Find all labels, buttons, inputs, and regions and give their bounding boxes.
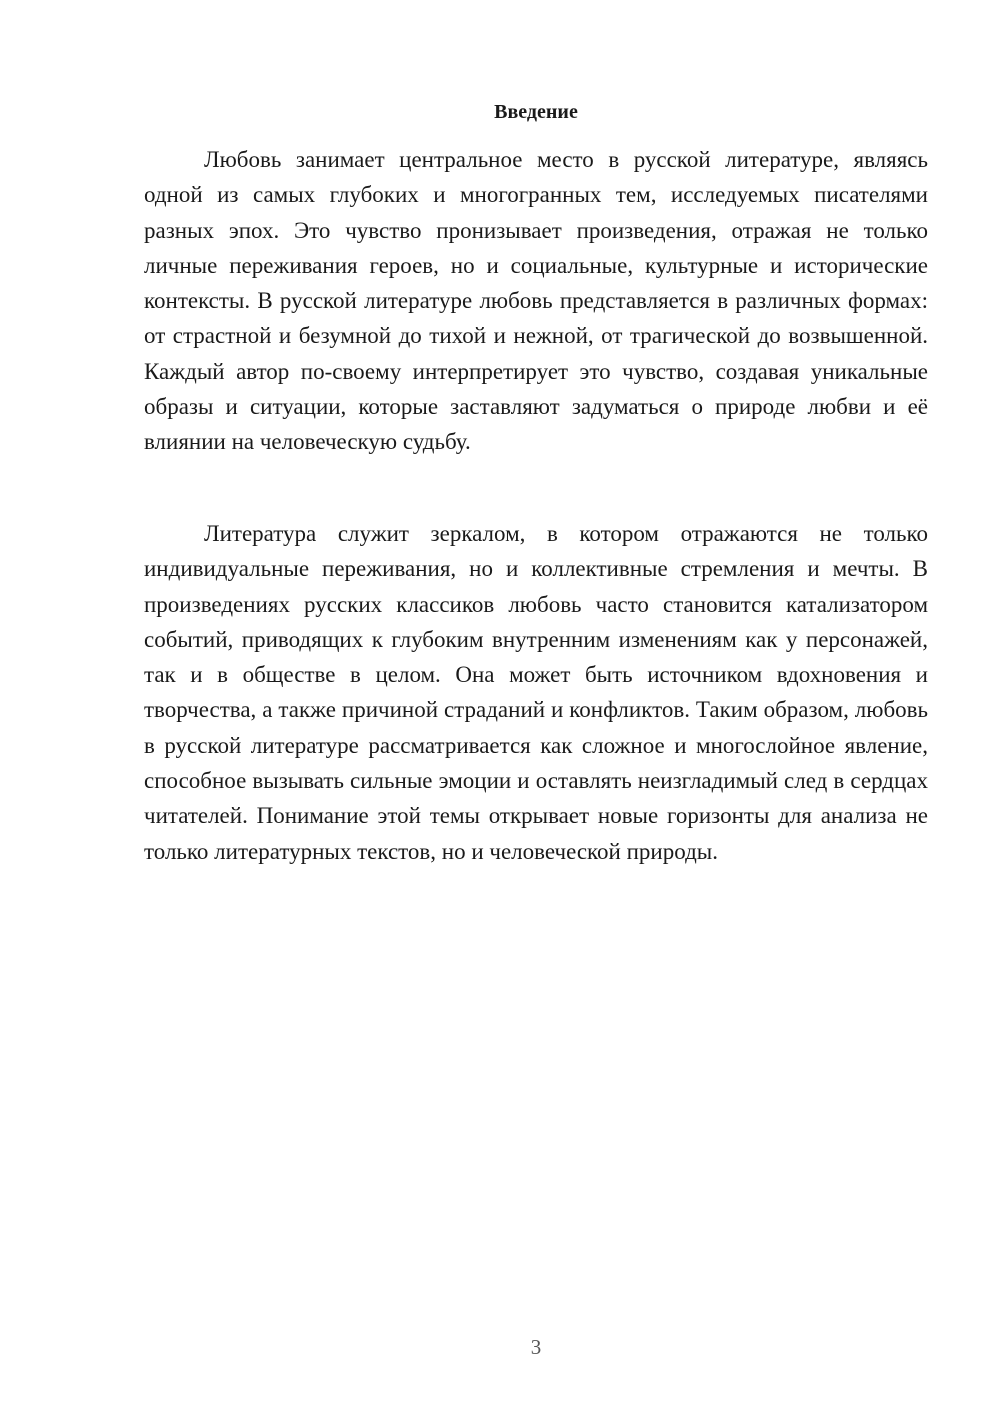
page-title: Введение — [494, 101, 578, 123]
page-number: 3 — [530, 1335, 542, 1359]
paragraph-2: Литература служит зеркалом, в котором отражаются не только индивидуальные переживания, но и коллективные стремления и мечты. В произведениях русских классиков любовь часто становится катализатором событий, приводящих к глубоким внутренним изменениям как у персонажей, так и в обществе в целом. Она может быть источником вдохновения и творчества, а также причиной страданий и конфликтов. Таким образом, любовь в русской литературе рассматривается как сложное и многослойное явление, способное вызывать сильные эмоции и оставлять неизгладимый след в сердцах читателей. Понимание этой темы открывает новые горизонты для анализа не только литературных текстов, но и человеческой природы. — [144, 521, 928, 864]
paragraph-1: Любовь занимает центральное место в русской литературе, являясь одной из самых глубоких и многогранных тем, исследуемых писателями разных эпох. Это чувство пронизывает произведения, отражая не только личные переживания героев, но и социальные, культурные и исторические контексты. В русской литературе любовь представляется в различных формах: от страстной и безумной до тихой и нежной, от трагической до возвышенной. Каждый автор по-своему интерпретирует это чувство, создавая уникальные образы и ситуации, которые заставляют задуматься о природе любви и её влиянии на человеческую судьбу. — [144, 147, 928, 455]
